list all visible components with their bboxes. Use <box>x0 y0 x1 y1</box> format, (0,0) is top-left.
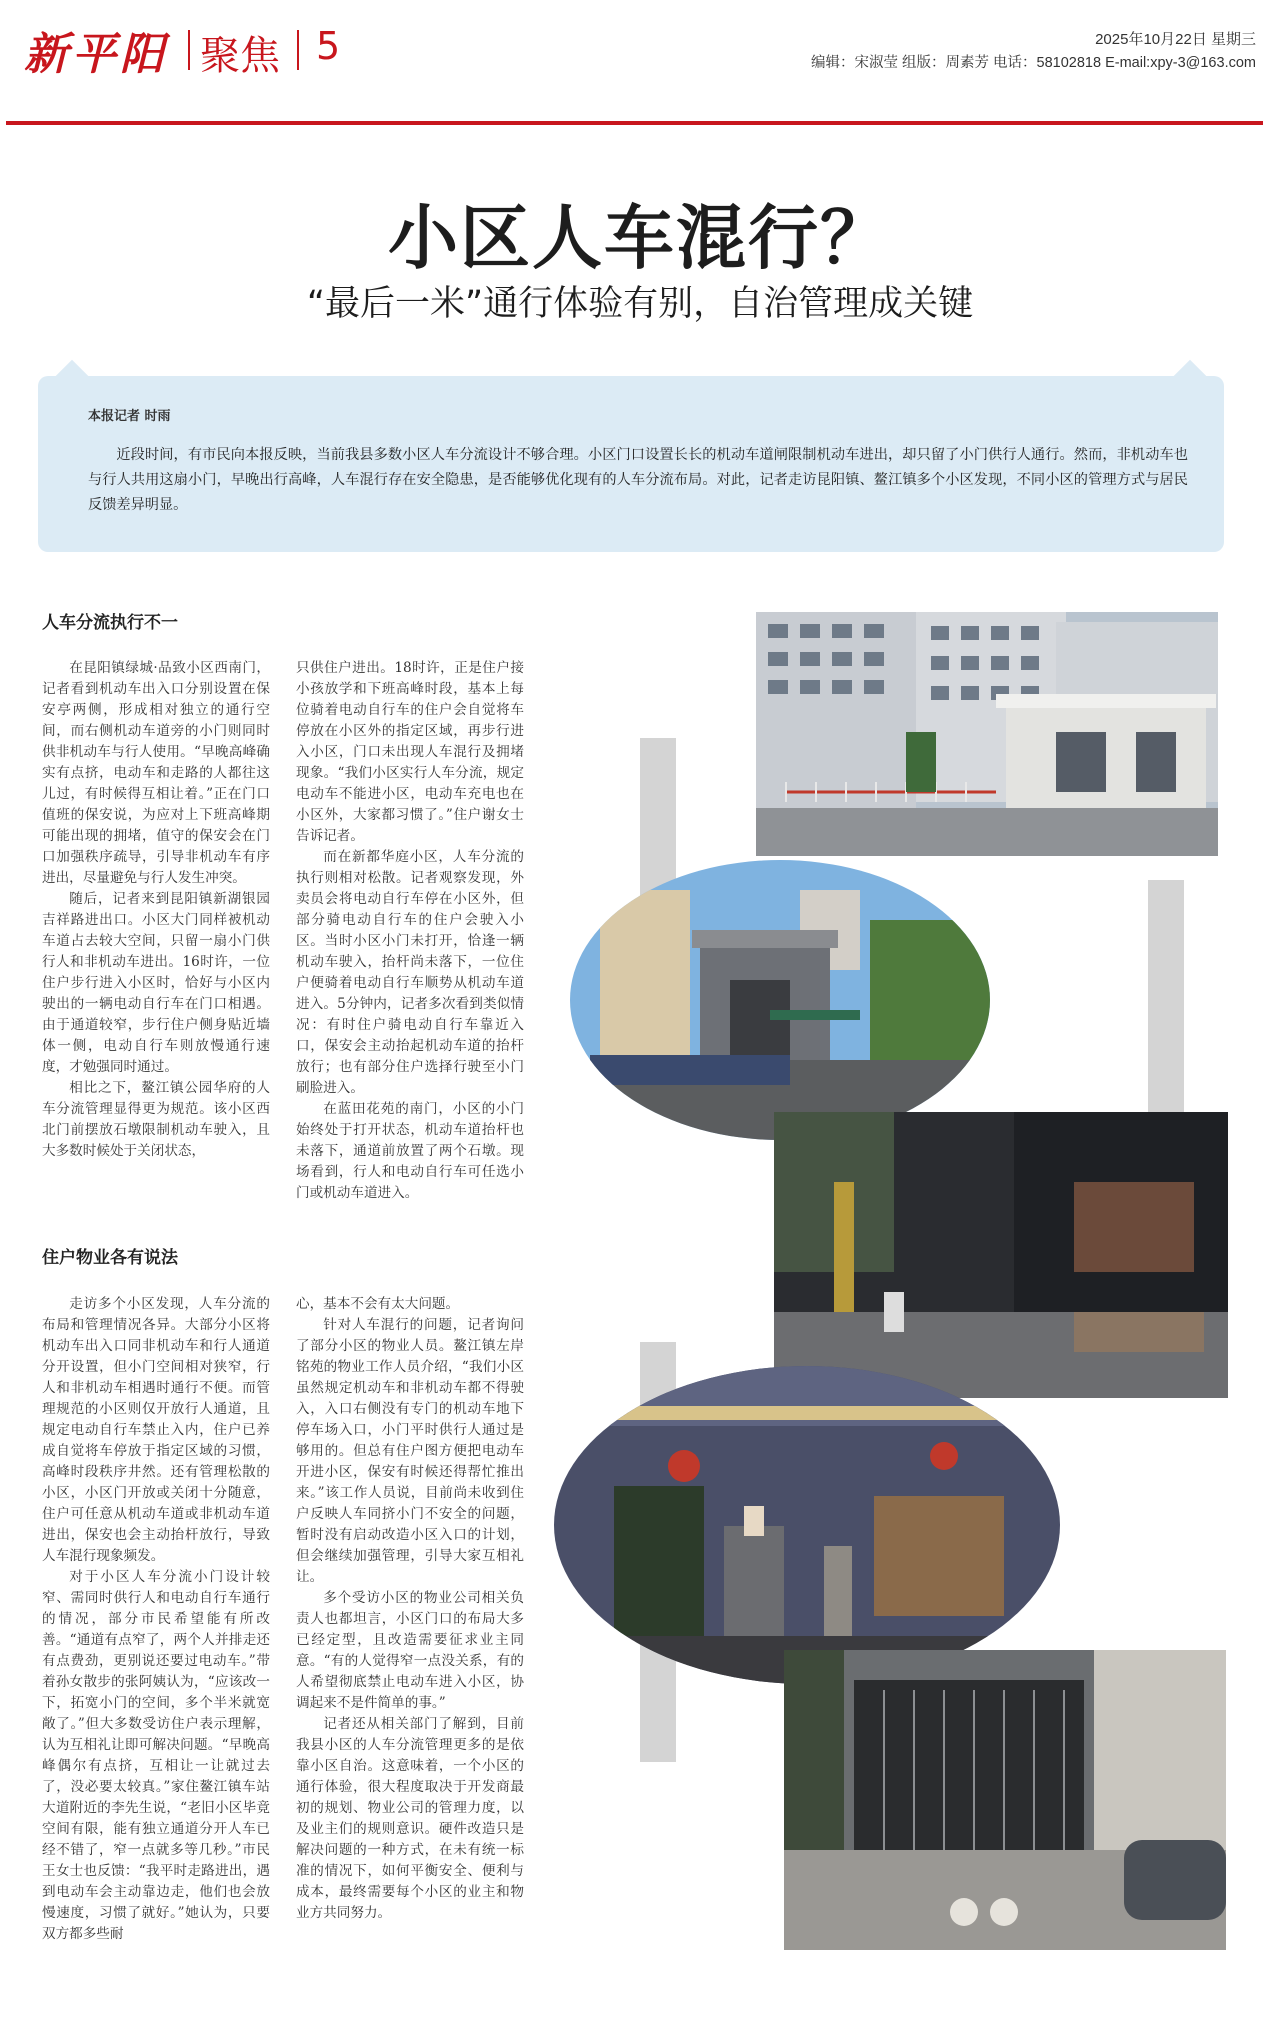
paragraph: 只供住户进出。18时许，正是住户接小孩放学和下班高峰时段，基本上每位骑着电动自行车的住户会自觉将车停放在小区外的指定区域，再步行进入小区，门口未出现人车混行及拥堵现象。“我们小区实行人车分流，规定电动车不能进小区，电动车充电也在小区外，大家都习惯了。”住户谢女士告诉记者。 <box>296 660 524 844</box>
paragraph: 对于小区人车分流小门设计较窄、需同时供行人和电动自行车通行的情况，部分市民希望能有所改善。“通道有点窄了，两个人并排走还有点费劲，更别说还要过电动车。”带着孙女散步的张阿姨认为，“应该改一下，拓宽小门的空间，多个半米就宽敞了。”但大多数受访住户表示理解，认为互相礼让即可解决问题。“早晚高峰偶尔有点挤，互相让一让就过去了，没必要太较真。”家住鳌江镇车站大道附近的李先生说，“老旧小区毕竟空间有限，能有独立通道分开人车已经不错了，窄一点就多等几秒。”市民王女士也反馈：“我平时走路进出，遇到电动车会主动靠边走，他们也会放慢速度，习惯了就好。”她认为，只要双方都多些耐 <box>42 1569 270 1942</box>
newspaper-logo: 新平阳 <box>24 29 168 80</box>
page-number: 5 <box>316 24 341 68</box>
reporter-byline: 本报记者 时雨 <box>88 409 171 424</box>
article-title: 小区人车混行？ <box>388 197 892 279</box>
paragraph: 在昆阳镇绿城·品致小区西南门，记者看到机动车出入口分别设置在保安亭两侧，形成相对独立的通行空间，而右侧机动车道旁的小门则同时供非机动车与行人使用。“早晚高峰确实有点挤，电动车和走路的人都往这儿过，有时候得互相让着。”正在门口值班的保安说，为应对上下班高峰期可能出现的拥堵，值守的保安会在门口加强秩序疏导，引导非机动车有序进出，尽量避免与行人发生冲突。 <box>42 660 270 886</box>
side-gate-scooters-photo <box>784 1650 1226 1950</box>
masthead-divider <box>297 30 299 70</box>
text-column <box>42 1294 270 1945</box>
gate-dusk-photo <box>774 1112 1228 1398</box>
section-heading: 住户物业各有说法 <box>42 1248 178 1268</box>
paragraph: 随后，记者来到昆阳镇新湖银园吉祥路进出口。小区大门同样被机动车道占去较大空间，只留一扇小门供行人和非机动车进出。16时许，一位住户步行进入小区时，恰好与小区内驶出的一辆电动自行车在门口相遇。由于通道较窄，步行住户侧身贴近墙体一侧，电动自行车则放慢通行速度，才勉强同时通过。 <box>42 891 270 1075</box>
text-column <box>296 658 524 1204</box>
paragraph: 相比之下，鳌江镇公园华府的人车分流管理显得更为规范。该小区西北门前摆放石墩限制机动车驶入，且大多数时候处于关闭状态， <box>42 1080 270 1159</box>
paragraph: 针对人车混行的问题，记者询问了部分小区的物业人员。鳌江镇左岸铭苑的物业工作人员介绍，“我们小区虽然规定机动车和非机动车都不得驶入，入口右侧没有专门的机动车地下停车场入口，小门平时供行人通过是够用的。但总有住户图方便把电动车开进小区，保安有时候还得帮忙推出来。”该工作人员说，目前尚未收到住户反映人车同挤小门不安全的问题，暂时没有启动改造小区入口的计划，但会继续加强管理，引导大家互相礼让。 <box>296 1317 524 1585</box>
header-rule <box>6 121 1263 125</box>
paragraph: 而在新都华庭小区，人车分流的执行则相对松散。记者观察发现，外卖员会将电动自行车停在小区外，但部分骑电动自行车的住户会驶入小区。当时小区小门未打开，恰逢一辆机动车驶入，抬杆尚未落下，一位住户便骑着电动自行车顺势从机动车道进入。5分钟内，记者多次看到类似情况：有时住户骑电动自行车靠近入口，保安会主动抬起机动车道的抬杆放行；也有部分住户选择行驶至小门刷脸进入。 <box>296 849 524 1096</box>
text-column <box>296 1294 524 1924</box>
issue-date: 2025年10月22日 星期三 <box>1095 31 1256 48</box>
text-column <box>42 658 270 1162</box>
editor-credits: 编辑：宋淑莹 组版：周素芳 电话：58102818 E-mail:xpy-3@163.com <box>810 55 1256 71</box>
section-name: 聚焦 <box>200 33 280 79</box>
night-entrance-oval-photo <box>554 1366 1060 1684</box>
masthead-divider <box>188 30 190 70</box>
article-subtitle: “最后一米”通行体验有别，自治管理成关键 <box>306 284 974 324</box>
paragraph: 多个受访小区的物业公司相关负责人也都坦言，小区门口的布局大多已经定型，且改造需要征求业主同意。“有的人觉得窄一点没关系，有的人希望彻底禁止电动车进入小区，协调起来不是件简单的事。” <box>296 1590 524 1711</box>
paragraph: 心，基本不会有太大问题。 <box>296 1296 460 1312</box>
paragraph: 走访多个小区发现，人车分流的布局和管理情况各异。大部分小区将机动车出入口同非机动车和行人通道分开设置，但小门空间相对狭窄，行人和非机动车相遇时通行不便。而管理规范的小区则仅开放行人通道，且规定电动自行车禁止入内，住户已养成自觉将车停放于指定区域的习惯，高峰时段秩序井然。还有管理松散的小区，小区门开放或关闭十分随意，住户可任意从机动车道或非机动车道进出，保安也会主动抬杆放行，导致人车混行现象频发。 <box>42 1296 270 1564</box>
section-heading: 人车分流执行不一 <box>42 613 178 633</box>
paragraph: 在蓝田花苑的南门，小区的小门始终处于打开状态，机动车道抬杆也未落下，通道前放置了两个石墩。现场看到，行人和电动自行车可任选小门或机动车道进入。 <box>296 1101 524 1201</box>
residential-gate-daytime-photo <box>756 612 1218 856</box>
european-gate-oval-photo <box>570 860 990 1140</box>
paragraph: 记者还从相关部门了解到，目前我县小区的人车分流管理更多的是依靠小区自治。这意味着，一个小区的通行体验，很大程度取决于开发商最初的规划、物业公司的管理力度，以及业主们的规则意识。硬件改造只是解决问题的一种方式，在未有统一标准的情况下，如何平衡安全、便利与成本，最终需要每个小区的业主和物业方共同努力。 <box>296 1716 524 1921</box>
lead-paragraph: 近段时间，有市民向本报反映，当前我县多数小区人车分流设计不够合理。小区门口设置长长的机动车道闸限制机动车进出，却只留了小门供行人通行。然而，非机动车也与行人共用这扇小门，早晚出行高峰，人车混行存在安全隐患，是否能够优化现有的人车分流布局。对此，记者走访昆阳镇、鳌江镇多个小区发现，不同小区的管理方式与居民反馈差异明显。 <box>88 447 1188 513</box>
